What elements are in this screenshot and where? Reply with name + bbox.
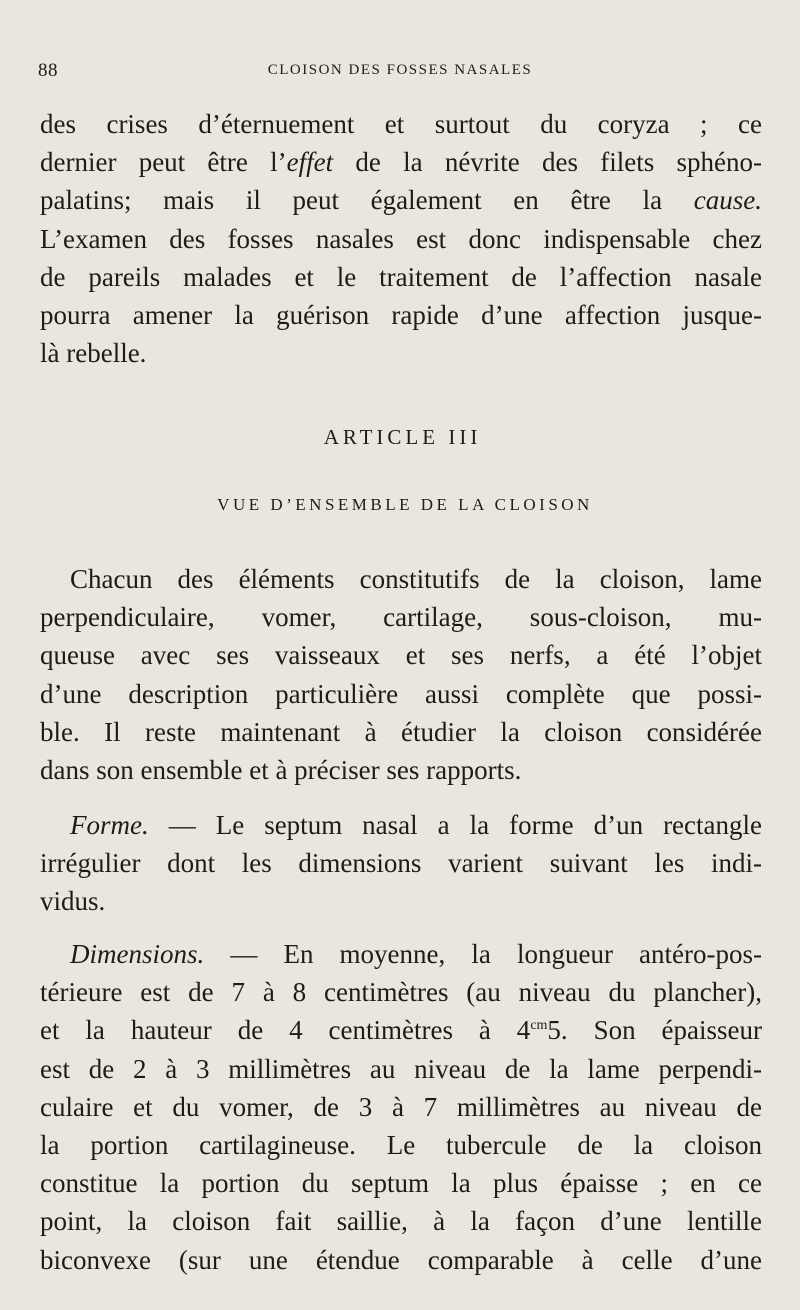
text-line: perpendiculaire, vomer, cartilage, sous-cloison, mu- — [40, 602, 762, 633]
running-head — [38, 60, 762, 90]
text-line: Forme. — Le septum nasal a la forme d’un rectangle — [70, 810, 762, 840]
text-line: ble. Il reste maintenant à étudier la cloison considérée — [40, 716, 762, 747]
text-line: biconvexe (sur une étendue comparable à celle d’une — [40, 1244, 762, 1275]
running-title: CLOISON DES FOSSES NASALES — [267, 62, 533, 78]
text-line: de pareils malades et le traitement de l’affection nasale — [40, 261, 762, 292]
text-line: et la hauteur de 4 centimètres à $4^{cm}5$. Son épaisseur — [40, 1015, 762, 1046]
italic-term: cause. — [693, 185, 762, 216]
text-line: L’examen des fosses nasales est donc indispensable chez — [40, 223, 762, 254]
text-line: térieure est de 7 à 8 centimètres (au niveau du plancher), — [40, 977, 762, 1008]
text-line: des crises d’éternuement et surtout du coryza ; ce — [40, 109, 762, 139]
italic-subheading: Dimensions. — [70, 939, 205, 969]
text-line: queuse avec ses vaisseaux et ses nerfs, a été l’objet — [40, 640, 762, 671]
text-line: Dimensions. — En moyenne, la longueur antéro-pos- — [70, 939, 762, 969]
text-line: d’une description particulière aussi complète que possi- — [40, 678, 762, 709]
page-number: 88 — [38, 60, 58, 81]
text-line: dans son ensemble et à préciser ses rapports. — [40, 754, 522, 785]
italic-subheading: Forme. — [70, 810, 149, 840]
text-line: constitue la portion du septum la plus épaisse ; en ce — [40, 1168, 762, 1199]
text-line: culaire et du vomer, de 3 à 7 millimètres au niveau de — [40, 1091, 762, 1122]
italic-term: effet — [286, 147, 334, 178]
text-line: dernier peut être l’effet de la névrite des filets sphéno- — [40, 147, 762, 178]
section-heading: VUE D’ENSEMBLE DE LA CLOISON — [217, 495, 593, 514]
superscript-unit: cm — [530, 1018, 548, 1034]
text-line: est de 2 à 3 millimètres au niveau de la lame perpendi- — [40, 1053, 762, 1084]
article-heading: ARTICLE III — [323, 425, 482, 449]
text-line: Chacun des éléments constitutifs de la cloison, lame — [70, 564, 762, 594]
text-line: là rebelle. — [40, 338, 147, 369]
paragraph-continuation — [40, 105, 762, 372]
paragraph-forme — [40, 806, 762, 921]
text-line: point, la cloison fait saillie, à la façon d’une lentille — [40, 1206, 762, 1237]
paragraph-dimensions — [40, 935, 762, 1279]
text-line: vidus. — [40, 886, 106, 917]
text-line: palatins; mais il peut également en être la cause. — [40, 185, 762, 216]
text-line: irrégulier dont les dimensions varient suivant les indi- — [40, 848, 762, 879]
text-line: la portion cartilagineuse. Le tubercule de la cloison — [40, 1129, 762, 1160]
paragraph-overview — [40, 560, 762, 789]
text-line: pourra amener la guérison rapide d’une affection jusque- — [40, 299, 762, 330]
